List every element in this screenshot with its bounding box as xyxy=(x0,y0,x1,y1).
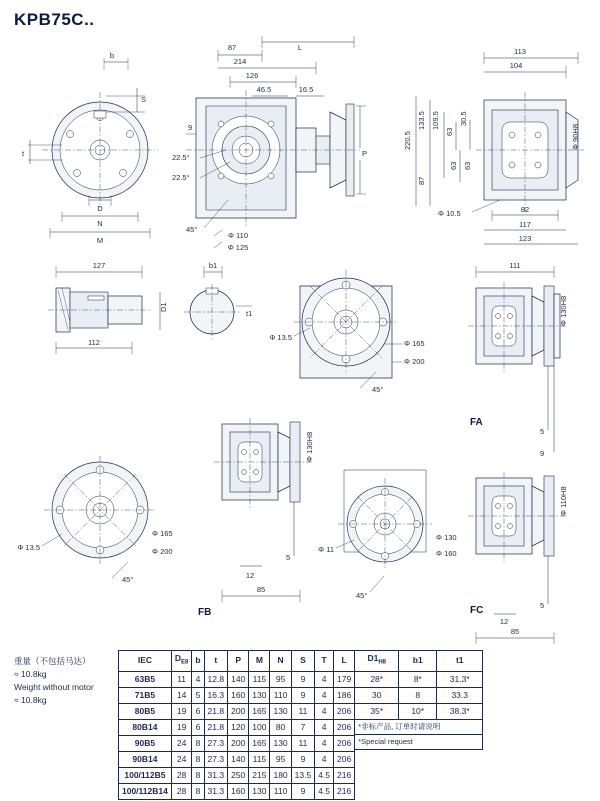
cell-s: 11 xyxy=(291,703,315,719)
th-b1: b1 xyxy=(399,651,437,672)
dim-85-fb: 85 xyxy=(256,585,266,594)
dim-30-5: 30.5 xyxy=(459,111,468,126)
dim-P-top: P xyxy=(362,149,368,158)
cell-t: 27.3 xyxy=(204,735,228,751)
cell-b: 8 xyxy=(192,767,204,783)
label-fb: FB xyxy=(198,607,212,618)
dim-63-b: 63 xyxy=(449,161,458,170)
cell-s: 9 xyxy=(291,671,315,687)
dim-12-fc: 12 xyxy=(499,617,509,626)
dim-5-fb: 5 xyxy=(286,553,291,562)
cell-t: 21.8 xyxy=(204,719,228,735)
note-cn: *非标产品, 订单时请说明 xyxy=(355,719,483,734)
dim-phi10-5: Φ 10.5 xyxy=(438,209,461,218)
cell-l: 206 xyxy=(334,719,355,735)
cell-iec: 71B5 xyxy=(119,687,172,703)
cell-t: 16.3 xyxy=(204,687,228,703)
cell-l: 206 xyxy=(334,703,355,719)
cell-t: 31.3 xyxy=(204,783,228,799)
dim-phi130-fc: Φ 130 xyxy=(436,533,457,542)
cell-p: 250 xyxy=(228,767,249,783)
cell-s: 11 xyxy=(291,735,315,751)
dim-angle-1: 22.5° xyxy=(172,153,190,162)
dim-113: 113 xyxy=(514,47,526,56)
dim-phi130H8-fb: Φ 130H8 xyxy=(305,431,314,462)
cell-s: 7 xyxy=(291,719,315,735)
dim-phi13-5-fb: Φ 13.5 xyxy=(17,543,40,552)
table-header-row xyxy=(119,651,355,672)
view-low-left-fb xyxy=(17,418,314,618)
cell-t: 21.8 xyxy=(204,703,228,719)
dim-phi125: Φ 125 xyxy=(227,243,249,252)
cell-iec: 80B14 xyxy=(119,719,172,735)
dim-phi160-fc: Φ 160 xyxy=(436,549,457,558)
cell-n: 80 xyxy=(270,719,291,735)
dim-117: 117 xyxy=(519,220,531,229)
cell-m: 165 xyxy=(249,703,270,719)
view-mid-right-fa xyxy=(468,261,568,458)
cell-t2: 4 xyxy=(315,671,334,687)
label-fc: FC xyxy=(470,605,484,616)
dim-82: 82 xyxy=(520,205,530,214)
cell-d: 28 xyxy=(171,767,191,783)
cell-d: 24 xyxy=(171,751,191,767)
dim-45-mid: 45° xyxy=(372,385,384,394)
cell-t1: 33.3 xyxy=(437,687,483,703)
cell-p: 200 xyxy=(228,703,249,719)
dim-45-fc: 45° xyxy=(356,591,368,600)
dim-phi165-fb: Φ 165 xyxy=(152,529,173,538)
cell-p: 140 xyxy=(228,751,249,767)
cell-b1: 8 xyxy=(399,687,437,703)
dim-b1: b1 xyxy=(208,261,218,270)
main-dimension-table xyxy=(118,650,355,800)
cell-d1: 35* xyxy=(355,703,399,719)
cell-t2: 4 xyxy=(315,735,334,751)
cell-d: 19 xyxy=(171,703,191,719)
dim-phi110: Φ 110 xyxy=(227,231,249,240)
cell-d: 14 xyxy=(171,687,191,703)
table-row xyxy=(119,735,355,751)
view-top-left xyxy=(22,51,158,245)
cell-t2: 4 xyxy=(315,719,334,735)
weight-note-line3: Weight without motor xyxy=(14,682,94,692)
side-table-row xyxy=(355,703,483,719)
side-table-header-row xyxy=(355,651,483,672)
dim-214: 214 xyxy=(233,57,247,66)
dim-109-5: 109.5 xyxy=(431,111,440,130)
cell-t2: 4 xyxy=(315,703,334,719)
cell-n: 110 xyxy=(270,687,291,703)
dim-5-fa: 5 xyxy=(540,427,545,436)
cell-t1: 38.3* xyxy=(437,703,483,719)
cell-b: 6 xyxy=(192,703,204,719)
cell-p: 160 xyxy=(228,783,249,799)
dim-123: 123 xyxy=(518,234,532,243)
cell-m: 130 xyxy=(249,687,270,703)
note-en: *Special request xyxy=(355,734,483,749)
side-table-note-row xyxy=(355,719,483,734)
weight-note-line1: 重量（不包括马达） xyxy=(14,656,91,666)
dim-M: M xyxy=(96,236,104,245)
th-d: $D_{E8}$ xyxy=(171,651,191,672)
cell-iec: 100/112B5 xyxy=(119,767,172,783)
dim-45deg-top: 45° xyxy=(186,225,198,234)
dim-112: 112 xyxy=(88,338,100,347)
cell-b: 8 xyxy=(192,751,204,767)
dim-t1: t1 xyxy=(246,309,253,318)
cell-t2: 4 xyxy=(315,687,334,703)
cell-iec: 80B5 xyxy=(119,703,172,719)
view-top-right xyxy=(403,47,584,244)
dim-N: N xyxy=(97,219,103,228)
weight-note-line4: ≈ 10.8kg xyxy=(14,695,47,705)
view-low-center xyxy=(318,470,456,600)
table-row xyxy=(119,703,355,719)
cell-t: 31.3 xyxy=(204,767,228,783)
cell-b: 8 xyxy=(192,735,204,751)
cell-n: 95 xyxy=(270,671,291,687)
cell-p: 160 xyxy=(228,687,249,703)
dim-9: 9 xyxy=(188,123,193,132)
side-table-row xyxy=(355,687,483,703)
dim-phi11-fc: Φ 11 xyxy=(318,545,334,554)
dim-9-fa: 9 xyxy=(540,449,545,458)
cell-s: 9 xyxy=(291,783,315,799)
cell-s: 9 xyxy=(291,687,315,703)
dim-D: D xyxy=(97,204,103,213)
table-row xyxy=(119,767,355,783)
side-table-note-row xyxy=(355,734,483,749)
cell-iec: 90B14 xyxy=(119,751,172,767)
th-l: L xyxy=(334,651,355,672)
cell-t2: 4.5 xyxy=(315,767,334,783)
cell-l: 179 xyxy=(334,671,355,687)
dim-16-5: 16.5 xyxy=(298,85,314,94)
dim-45-fb: 45° xyxy=(122,575,134,584)
th-t2: T xyxy=(315,651,334,672)
dim-angle-2: 22.5° xyxy=(172,173,190,182)
dim-220-5: 220.5 xyxy=(403,131,412,150)
dim-b: b xyxy=(109,51,115,60)
cell-p: 140 xyxy=(228,671,249,687)
table-row xyxy=(119,687,355,703)
cell-m: 215 xyxy=(249,767,270,783)
dim-5-fc: 5 xyxy=(540,601,545,610)
dim-phi110H8-fc: Φ 110H8 xyxy=(559,486,568,516)
cell-t1: 31.3* xyxy=(437,671,483,687)
cell-b: 5 xyxy=(192,687,204,703)
cell-b1: 8* xyxy=(399,671,437,687)
cell-m: 115 xyxy=(249,751,270,767)
cell-n: 130 xyxy=(270,703,291,719)
cell-t2: 4.5 xyxy=(315,783,334,799)
cell-n: 130 xyxy=(270,735,291,751)
dim-phi200: Φ 200 xyxy=(404,357,425,366)
cell-b: 6 xyxy=(192,719,204,735)
table-row xyxy=(119,671,355,687)
th-b: b xyxy=(192,651,204,672)
dim-phi130H8-fa: Φ 130H8 xyxy=(559,295,568,326)
dim-phi13-5-mid: Φ 13.5 xyxy=(269,333,292,342)
cell-d: 24 xyxy=(171,735,191,751)
cell-m: 130 xyxy=(249,783,270,799)
label-fa: FA xyxy=(470,417,483,428)
dim-127: 127 xyxy=(92,261,106,270)
cell-t2: 4 xyxy=(315,751,334,767)
cell-iec: 63B5 xyxy=(119,671,172,687)
th-t1: t1 xyxy=(437,651,483,672)
cell-m: 100 xyxy=(249,719,270,735)
th-p: P xyxy=(228,651,249,672)
cell-n: 180 xyxy=(270,767,291,783)
cell-s: 9 xyxy=(291,751,315,767)
cell-t: 12.8 xyxy=(204,671,228,687)
cell-m: 115 xyxy=(249,671,270,687)
dim-63-a: 63 xyxy=(445,127,454,136)
dim-12-fb: 12 xyxy=(245,571,255,580)
cell-d: 19 xyxy=(171,719,191,735)
dim-87-right: 87 xyxy=(417,176,426,185)
cell-l: 216 xyxy=(334,767,355,783)
view-low-right-fc xyxy=(468,472,568,644)
dim-85-fc: 85 xyxy=(510,627,520,636)
dim-46-5: 46.5 xyxy=(256,85,272,94)
th-d1: $D1_{H8}$ xyxy=(355,651,399,672)
side-dimension-table xyxy=(354,650,483,750)
cell-l: 206 xyxy=(334,735,355,751)
dim-phi165: Φ 165 xyxy=(404,339,425,348)
cell-l: 206 xyxy=(334,751,355,767)
cell-iec: 90B5 xyxy=(119,735,172,751)
cell-m: 165 xyxy=(249,735,270,751)
cell-d: 28 xyxy=(171,783,191,799)
dim-phi90H8: Φ 90H8 xyxy=(571,124,580,150)
dim-87: 87 xyxy=(227,43,237,52)
table-row xyxy=(119,719,355,735)
dim-phi200-fb: Φ 200 xyxy=(152,547,173,556)
cell-l: 186 xyxy=(334,687,355,703)
dim-133-5: 133.5 xyxy=(417,111,426,130)
dim-104: 104 xyxy=(509,61,523,70)
dim-t: t xyxy=(22,149,25,158)
dim-D1: D1 xyxy=(159,302,168,312)
dim-L: L xyxy=(297,43,303,52)
th-iec: IEC xyxy=(119,651,172,672)
th-t: t xyxy=(204,651,228,672)
cell-n: 110 xyxy=(270,783,291,799)
page-title: KPB75C.. xyxy=(14,10,95,29)
cell-s: 13.5 xyxy=(291,767,315,783)
dim-S: S xyxy=(141,95,147,104)
dim-63-c: 63 xyxy=(463,161,472,170)
cell-n: 95 xyxy=(270,751,291,767)
cell-b: 8 xyxy=(192,783,204,799)
cell-iec: 100/112B14 xyxy=(119,783,172,799)
cell-d: 11 xyxy=(171,671,191,687)
cell-d1: 28* xyxy=(355,671,399,687)
side-table-row xyxy=(355,671,483,687)
cell-b1: 10* xyxy=(399,703,437,719)
table-row xyxy=(119,783,355,799)
th-n: N xyxy=(270,651,291,672)
th-m: M xyxy=(249,651,270,672)
dim-126: 126 xyxy=(245,71,259,80)
cell-p: 200 xyxy=(228,735,249,751)
table-row xyxy=(119,751,355,767)
view-top-center xyxy=(172,36,367,252)
cell-l: 216 xyxy=(334,783,355,799)
view-mid-center xyxy=(269,270,424,394)
weight-note-line2: ≈ 10.8kg xyxy=(14,669,47,679)
dimension-tables xyxy=(118,650,483,800)
th-s: S xyxy=(291,651,315,672)
cell-b: 4 xyxy=(192,671,204,687)
view-mid-left xyxy=(48,261,252,354)
cell-p: 120 xyxy=(228,719,249,735)
weight-note xyxy=(14,655,114,707)
cell-d1: 30 xyxy=(355,687,399,703)
dim-111-fa: 111 xyxy=(509,261,521,270)
cell-t: 27.3 xyxy=(204,751,228,767)
